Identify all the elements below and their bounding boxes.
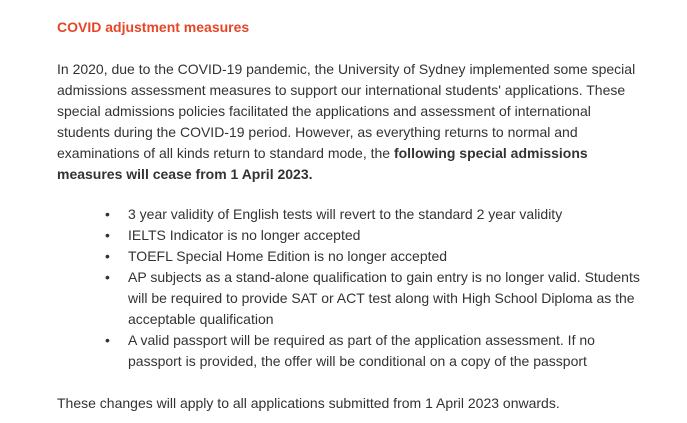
bullet-icon: • — [105, 227, 110, 243]
closing-paragraph: These changes will apply to all applications submitted from 1 April 2023 onwards. — [57, 395, 560, 411]
intro-paragraph — [57, 59, 647, 185]
bullet-icon: • — [105, 332, 110, 348]
list-item — [105, 204, 647, 225]
list-item — [105, 330, 647, 372]
bullet-icon: • — [105, 206, 110, 222]
list-item-text: 3 year validity of English tests will revert to the standard 2 year validity — [128, 206, 563, 222]
list-item-text: TOEFL Special Home Edition is no longer accepted — [128, 248, 448, 264]
list-item-text: IELTS Indicator is no longer accepted — [128, 227, 361, 243]
list-item — [105, 246, 647, 267]
list-item-text: AP subjects as a stand-alone qualification to gain entry is no longer valid. Students will be required to provide SAT or ACT test along with High School Diploma as the acceptable qualification — [128, 269, 640, 327]
section-heading: COVID adjustment measures — [57, 19, 250, 35]
intro-text: In 2020, due to the COVID-19 pandemic, the University of Sydney implemented some special admissions assessment measures to support our international students' applications. These special admissions policies facilitated the applications and assessment of international students during the COVID-19 period. However, as everything returns to normal and examinations of all kinds return to standard mode, the — [57, 61, 636, 161]
bullet-icon: • — [105, 269, 110, 285]
list-item — [105, 267, 647, 330]
list-item — [105, 225, 647, 246]
bullet-icon: • — [105, 248, 110, 264]
measures-list — [57, 204, 647, 372]
intro-bold-text: following special admissions measures will cease from 1 April 2023. — [57, 145, 588, 182]
list-item-text: A valid passport will be required as part of the application assessment. If no passport is provided, the offer will be conditional on a copy of the passport — [128, 332, 595, 369]
